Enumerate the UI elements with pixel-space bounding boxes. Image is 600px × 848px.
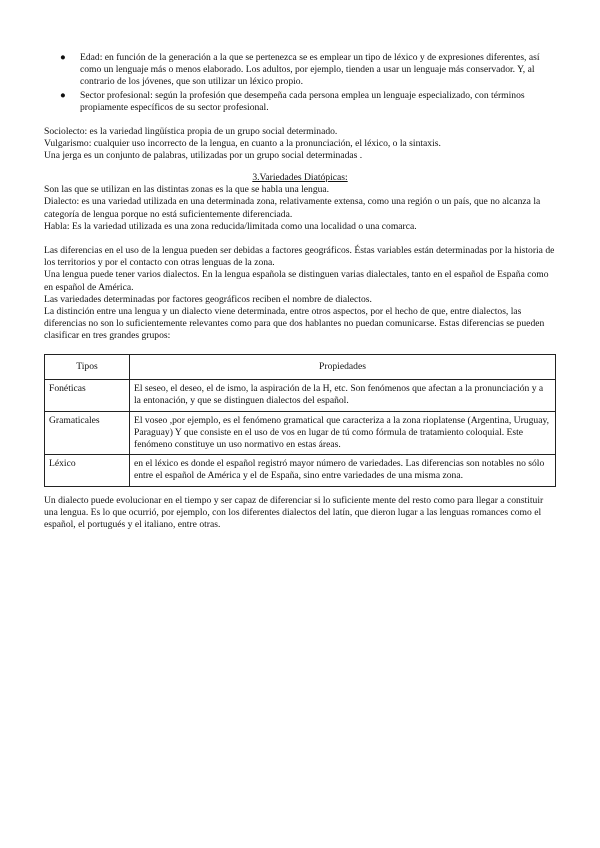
section-line: Dialecto: es una variedad utilizada en una determinada zona, relativamente extensa, como una región o un país, que no alcanza la categoría de lengua porque no está suficientemente diferenciada. [44,196,541,220]
variedades-table [44,354,556,487]
list-item [60,52,560,89]
cell-propiedad: El seseo, el deseo, el de ismo, la aspiración de la H, etc. Son fenómenos que afectan a la pronunciación y a la entonación, y que se distinguen dialectos del español. [130,380,556,411]
section-line: Habla: Es la variedad utilizada es una zona reducida/limitada como una localidad o una comarca. [44,220,417,232]
cell-tipo: Gramaticales [45,411,130,455]
paragraph: La distinción entre una lengua y un dialecto viene determinada, entre otros aspectos, por el hecho de que, entre dialectos, las diferencias no son lo suficientemente relevantes como para que dos hablantes no puedan comunicarse. Estas diferencias se pueden clasificar en tres grandes grupos: [44,306,545,342]
closing-paragraph: Un dialecto puede evolucionar en el tiempo y ser capaz de diferenciar si lo suficiente mente del resto como para llegar a constituir una lengua. Es lo que ocurrió, por ejemplo, con los diferentes dialectos del latín, que dieron lugar a las lenguas romances como el español, el portugués y el italiano, entre otras. [44,495,544,531]
definition-vulgarismo: Vulgarismo: cualquier uso incorrecto de la lengua, en cuanto a la pronunciación, el léxico, o la sintaxis. [44,138,441,150]
definitions-block [44,126,556,163]
list-item [60,90,560,114]
cell-propiedad: en el léxico es donde el español registró mayor número de variedades. Las diferencias son notables no sólo entre el español de América y el de España, sino entre variedades de una misma zona. [130,455,556,486]
cell-tipo: Fonéticas [45,380,130,411]
table-header-row [45,355,556,380]
cell-propiedad: El voseo ,por ejemplo, es el fenómeno gramatical que caracteriza a la zona rioplatense (Argentina, Uruguay, Paraguay) Y que consiste en el uso de vos en lugar de tú como fórmula de tratamiento coloquial. Este fenómeno constituye un uso normativo en estas áreas. [130,411,556,455]
header-tipos: Tipos [45,355,130,380]
table-row [45,380,556,411]
table-row [45,411,556,455]
bullet-icon: ● [60,89,66,101]
paragraph: Una lengua puede tener varios dialectos. En la lengua española se distinguen varias dialectales, tanto en el español de España como en español de América. [44,269,549,293]
definition-sociolecto: Sociolecto: es la variedad lingüística propia de un grupo social determinado. [44,126,338,137]
bullet-text: Sector profesional: según la profesión que desempeña cada persona emplea un lenguaje especializado, con términos propiamente específicos de su sector profesional. [80,89,525,113]
cell-tipo: Léxico [45,455,130,486]
bullet-list [60,52,560,115]
paragraph: Las diferencias en el uso de la lengua pueden ser debidas a factores geográficos. Éstas variables están determinadas por la historia de los territorios y por el contacto con otras lenguas de la zona. [44,245,555,269]
closing-paragraph-block [44,495,556,532]
section-diatopicas [44,172,556,233]
paragraphs-block [44,245,556,343]
section-heading: 3.Variedades Diatópicas: [252,172,348,183]
bullet-text: Edad: en función de la generación a la que se pertenezca se es emplear un tipo de léxico y de expresiones diferentes, así como un lenguaje más o menos elaborado. Los adultos, por ejemplo, tienden a usar un lenguaje más conservador. Y, al contrario de los jóvenes, que son utilizar un léxico propio. [80,52,540,88]
definition-jerga: Una jerga es un conjunto de palabras, utilizadas por un grupo social determinadas . [44,150,363,162]
table-row [45,455,556,486]
paragraph: Las variedades determinadas por factores geográficos reciben el nombre de dialectos. [44,293,372,305]
bullet-icon: ● [60,52,66,63]
header-propiedades: Propiedades [130,355,556,380]
section-line: Son las que se utilizan en las distintas zonas es la que se habla una lengua. [44,184,330,196]
